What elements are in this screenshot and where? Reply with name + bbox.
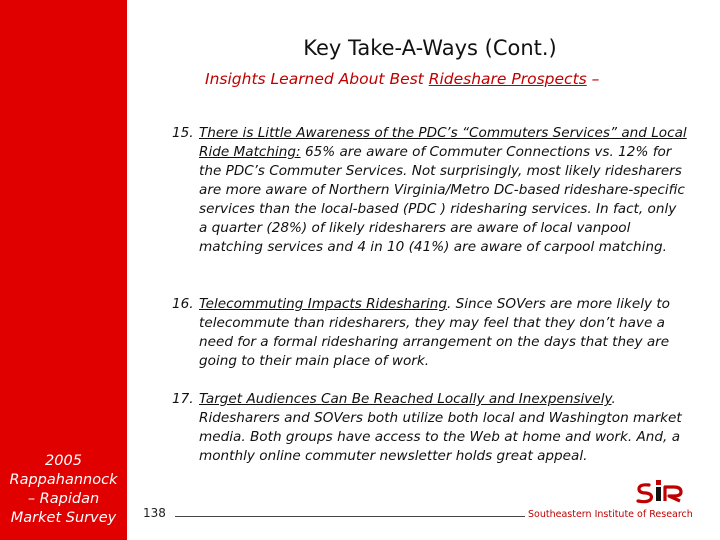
item-heading: Telecommuting Impacts Ridesharing: [199, 296, 447, 312]
item-text: [199, 124, 687, 257]
subtitle-underlined: Rideshare Prospects: [428, 70, 587, 88]
list-item-16: [172, 295, 687, 371]
item-body-text: . Ridesharers and SOVers both utilize both local and Washington market media. Both groups have access to the Web at home and work. And, a monthly online commuter newsletter holds great appeal.: [199, 391, 682, 464]
organization-name: Southeastern Institute of Research: [528, 509, 693, 520]
page-subtitle: [205, 70, 599, 88]
item-text: [199, 390, 687, 466]
item-body-text: 65% are aware of Commuter Connections vs. 12% for the PDC’s Commuter Services. Not surprisingly, most likely ridesharers are more aware of Northern Virginia/Metro DC-based rideshare-specific services than the local-based (PDC ) ridesharing services. In fact, only a quarter (28%) of likely ridesharers are aware of local vanpool matching services and 4 in 10 (41%) are aware of carpool matching.: [199, 144, 685, 255]
list-item-17: [172, 390, 687, 466]
item-number: 16.: [172, 296, 194, 312]
subtitle-prefix: Insights Learned About Best: [205, 70, 429, 88]
sir-logo: [636, 479, 686, 505]
subtitle-suffix: –: [586, 70, 600, 88]
page-number: 138: [143, 506, 166, 520]
item-heading: There is Little Awareness of the PDC’s “Commuters Services” and Local Ride Matching:: [199, 125, 687, 160]
item-body-text: . Since SOVers are more likely to telecommute than ridesharers, they may feel that they don’t have a need for a formal ridesharing arrangement on the days that they are going to their main place of work.: [199, 296, 670, 369]
item-heading: Target Audiences Can Be Reached Locally and Inexpensively: [199, 391, 612, 407]
item-number: 17.: [172, 391, 194, 407]
footer-divider: [175, 516, 525, 517]
item-text: [199, 295, 687, 371]
item-number: 15.: [172, 125, 194, 141]
page-title: Key Take-A-Ways (Cont.): [303, 36, 557, 60]
list-item-15: [172, 124, 687, 257]
sidebar-band: [0, 0, 127, 540]
survey-label: 2005 Rappahannock – Rapidan Market Survey: [9, 453, 118, 526]
